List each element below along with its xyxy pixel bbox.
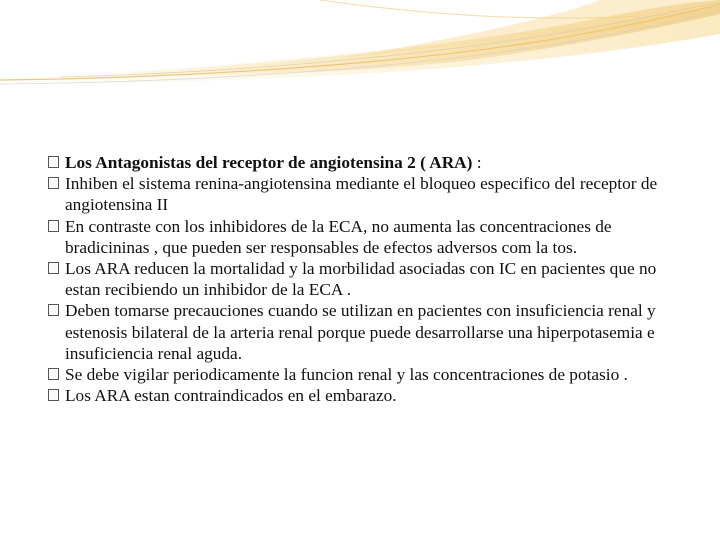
bullet-box-icon — [48, 304, 59, 316]
bullet-list — [48, 152, 688, 406]
list-item — [48, 258, 688, 300]
bullet-box-icon — [48, 262, 59, 274]
bullet-box-icon — [48, 389, 59, 401]
list-item-text: Deben tomarse precauciones cuando se utilizan en pacientes con insuficiencia renal y estenosis bilateral de la arteria renal porque puede desarrollarse una hiperpotasemia e insuficiencia renal aguda. — [65, 301, 656, 363]
list-item-text: Inhiben el sistema renina-angiotensina mediante el bloqueo especifico del receptor de angiotensina II — [65, 174, 658, 215]
list-item-text: Los ARA estan contraindicados en el embarazo. — [65, 386, 397, 406]
list-item-strong-text: Los Antagonistas del receptor de angiotensina 2 ( ARA) — [65, 153, 473, 172]
list-item — [48, 173, 688, 215]
list-item — [48, 364, 688, 385]
list-item — [48, 385, 688, 406]
bullet-box-icon — [48, 177, 59, 189]
list-item-text: En contraste con los inhibidores de la ECA, no aumenta las concentraciones de bradicininas , que pueden ser responsables de efectos adversos com la tos. — [65, 216, 612, 257]
header-swoosh-decoration — [0, 0, 720, 110]
list-item-text: Se debe vigilar periodicamente la funcion renal y las concentraciones de potasio . — [65, 365, 628, 385]
list-item — [48, 216, 688, 258]
list-item — [48, 152, 688, 173]
bullet-box-icon — [48, 156, 59, 168]
list-item-text: Los ARA reducen la mortalidad y la morbilidad asociadas con IC en pacientes que no estan recibiendo un inhibidor de la ECA . — [65, 259, 657, 300]
bullet-box-icon — [48, 220, 59, 232]
list-item-text: : — [472, 153, 482, 172]
list-item — [48, 300, 688, 364]
bullet-box-icon — [48, 368, 59, 380]
